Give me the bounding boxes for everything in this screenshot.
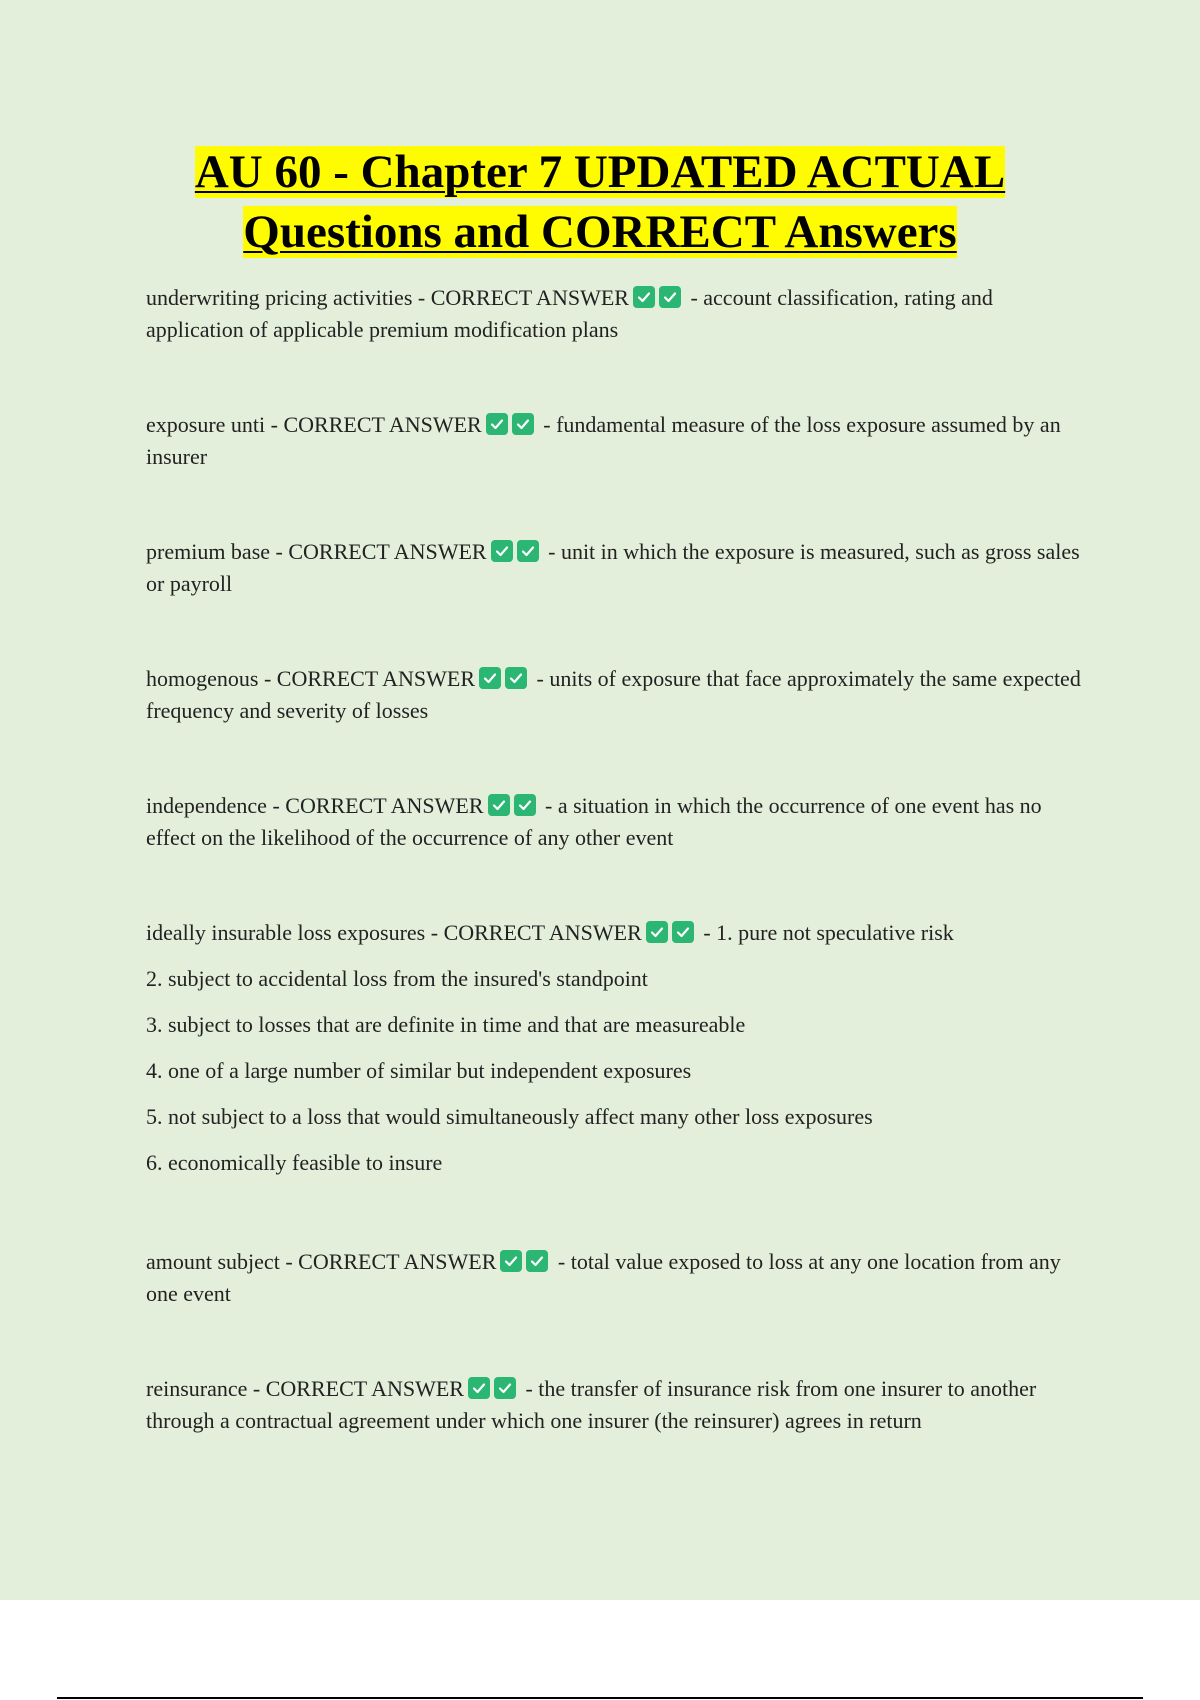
check-box-icon: [486, 413, 508, 435]
answer-marker: CORRECT ANSWER: [430, 285, 629, 310]
term: homogenous: [146, 666, 259, 691]
check-box-icon: [494, 1377, 516, 1399]
list-item: 2. subject to accidental loss from the insured's standpoint: [146, 966, 648, 991]
qa-entry: exposure unti - CORRECT ANSWER - fundamental measure of the loss exposure assumed by an insurer: [146, 412, 1061, 469]
answer-marker: CORRECT ANSWER: [276, 666, 476, 691]
definition: a situation in which the occurrence of one event has no effect on the likelihood of the occurrence of any other event: [146, 793, 1042, 850]
term: ideally insurable loss exposures: [146, 920, 426, 945]
footer-rule: [57, 1697, 1143, 1699]
qa-entry: amount subject - CORRECT ANSWER - total value exposed to loss at any one location from any one event: [146, 1249, 1061, 1306]
term: underwriting pricing activities: [146, 285, 413, 310]
definition: units of exposure that face approximately the same expected frequency and severity of losses: [146, 666, 1081, 723]
list-item: 5. not subject to a loss that would simultaneously affect many other loss exposures: [146, 1104, 873, 1129]
check-box-icon: [633, 286, 655, 308]
check-box-icon: [479, 667, 501, 689]
check-box-icon: [505, 667, 527, 689]
qa-entry: reinsurance - CORRECT ANSWER - the transfer of insurance risk from one insurer to another through a contractual agreement under which one insurer (the reinsurer) agrees in return: [146, 1376, 1037, 1433]
qa-entry: independence - CORRECT ANSWER - a situation in which the occurrence of one event has no effect on the likelihood of the occurrence of any other event: [146, 793, 1042, 850]
check-box-icon: [517, 540, 539, 562]
definition: account classification, rating and application of applicable premium modification plans: [146, 285, 993, 342]
answer-marker: CORRECT ANSWER: [285, 793, 484, 818]
qa-list: [146, 282, 1086, 1500]
qa-entry: ideally insurable loss exposures - CORRECT ANSWER - 1. pure not speculative risk 2. subject to accidental loss from the insured's standpoint 3. subject to losses that are definite in time and that are measureable 4. one of a large number of similar but independent exposures 5. not subject to a loss that would simultaneously affect many other loss exposures 6. economically feasible to insure: [146, 917, 1086, 1179]
list-item: 4. one of a large number of similar but independent exposures: [146, 1058, 692, 1083]
check-box-icon: [491, 540, 513, 562]
page-title: [0, 142, 1200, 262]
list-item: 3. subject to losses that are definite in time and that are measureable: [146, 1012, 746, 1037]
qa-entry: homogenous - CORRECT ANSWER - units of exposure that face approximately the same expected frequency and severity of losses: [146, 666, 1081, 723]
check-box-icon: [500, 1250, 522, 1272]
check-box-icon: [468, 1377, 490, 1399]
check-box-icon: [488, 794, 510, 816]
answer-marker: CORRECT ANSWER: [298, 1249, 497, 1274]
term: independence: [146, 793, 267, 818]
definition: the transfer of insurance risk from one insurer to another through a contractual agreement under which one insurer (the reinsurer) agrees in return: [146, 1376, 1037, 1433]
definition: 1. pure not speculative risk: [716, 920, 954, 945]
qa-entry: premium base - CORRECT ANSWER - unit in which the exposure is measured, such as gross sales or payroll: [146, 539, 1080, 596]
answer-marker: CORRECT ANSWER: [265, 1376, 464, 1401]
check-box-icon: [659, 286, 681, 308]
title-line-2: Questions and CORRECT Answers: [243, 206, 957, 258]
definition: fundamental measure of the loss exposure assumed by an insurer: [146, 412, 1061, 469]
check-box-icon: [512, 413, 534, 435]
definition: total value exposed to loss at any one location from any one event: [146, 1249, 1061, 1306]
qa-entry: underwriting pricing activities - CORRECT ANSWER - account classification, rating and application of applicable premium modification plans: [146, 285, 993, 342]
check-box-icon: [514, 794, 536, 816]
term: reinsurance: [146, 1376, 248, 1401]
answer-marker: CORRECT ANSWER: [288, 539, 487, 564]
answer-marker: CORRECT ANSWER: [283, 412, 482, 437]
check-box-icon: [526, 1250, 548, 1272]
term: exposure unti: [146, 412, 266, 437]
term: premium base: [146, 539, 271, 564]
list-item: 6. economically feasible to insure: [146, 1150, 443, 1175]
answer-marker: CORRECT ANSWER: [443, 920, 642, 945]
check-box-icon: [672, 921, 694, 943]
check-box-icon: [646, 921, 668, 943]
term: amount subject: [146, 1249, 280, 1274]
definition: unit in which the exposure is measured, such as gross sales or payroll: [146, 539, 1080, 596]
title-line-1: AU 60 - Chapter 7 UPDATED ACTUAL: [194, 146, 1006, 198]
